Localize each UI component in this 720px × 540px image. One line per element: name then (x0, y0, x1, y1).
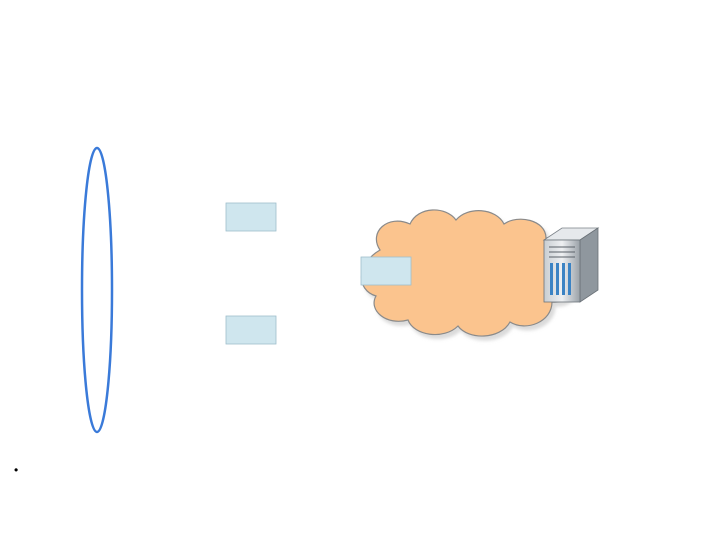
bullet-marker: • (14, 463, 19, 477)
ggsn-node (361, 257, 411, 285)
sgsn-node-top (226, 203, 276, 231)
device-group-ellipse (82, 148, 112, 432)
mtc-server-icon (544, 228, 598, 302)
bullet-list (14, 460, 714, 481)
bullet-item (14, 460, 714, 481)
sgsn-node-bottom (226, 316, 276, 344)
